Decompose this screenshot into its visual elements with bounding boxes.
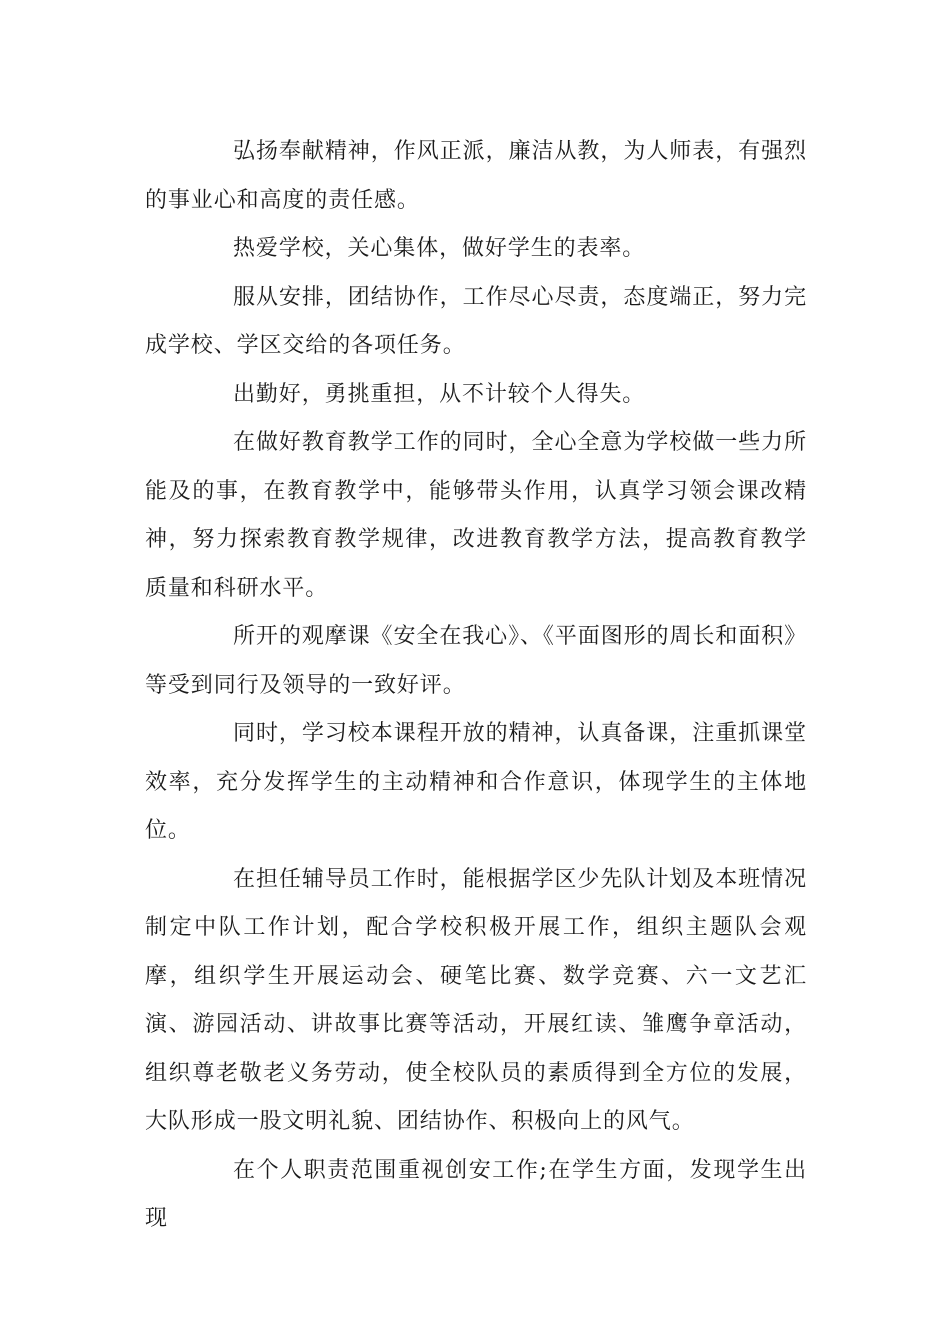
paragraph: 所开的观摩课《安全在我心》、《平面图形的周长和面积》等受到同行及领导的一致好评。 bbox=[145, 624, 807, 698]
document-body bbox=[145, 128, 807, 1244]
paragraph: 出勤好，勇挑重担，从不计较个人得失。 bbox=[233, 381, 646, 407]
paragraph: 在个人职责范围重视创安工作;在学生方面，发现学生出现 bbox=[145, 1157, 807, 1231]
paragraph: 弘扬奉献精神，作风正派，廉洁从教，为人师表，有强烈的事业心和高度的责任感。 bbox=[145, 139, 807, 213]
paragraph: 服从安排，团结协作，工作尽心尽责，态度端正，努力完成学校、学区交给的各项任务。 bbox=[145, 284, 807, 358]
paragraph: 热爱学校，关心集体，做好学生的表率。 bbox=[233, 236, 646, 261]
paragraph: 在担任辅导员工作时，能根据学区少先队计划及本班情况制定中队工作计划，配合学校积极开展工作，组织主题队会观摩，组织学生开展运动会、硬笔比赛、数学竞赛、六一文艺汇演、游园活动、讲故事比赛等活动，开展红读、雏鹰争章活动，组织尊老敬老义务劳动，使全校队员的素质得到全方位的发展，大队形成一股文明礼貌、团结协作、积极向上的风气。 bbox=[145, 866, 807, 1134]
paragraph: 在做好教育教学工作的同时，全心全意为学校做一些力所能及的事，在教育教学中，能够带头作用，认真学习领会课改精神，努力探索教育教学规律，改进教育教学方法，提高教育教学质量和科研水平。 bbox=[145, 430, 807, 601]
paragraph: 同时，学习校本课程开放的精神，认真备课，注重抓课堂效率，充分发挥学生的主动精神和合作意识，体现学生的主体地位。 bbox=[145, 721, 807, 843]
